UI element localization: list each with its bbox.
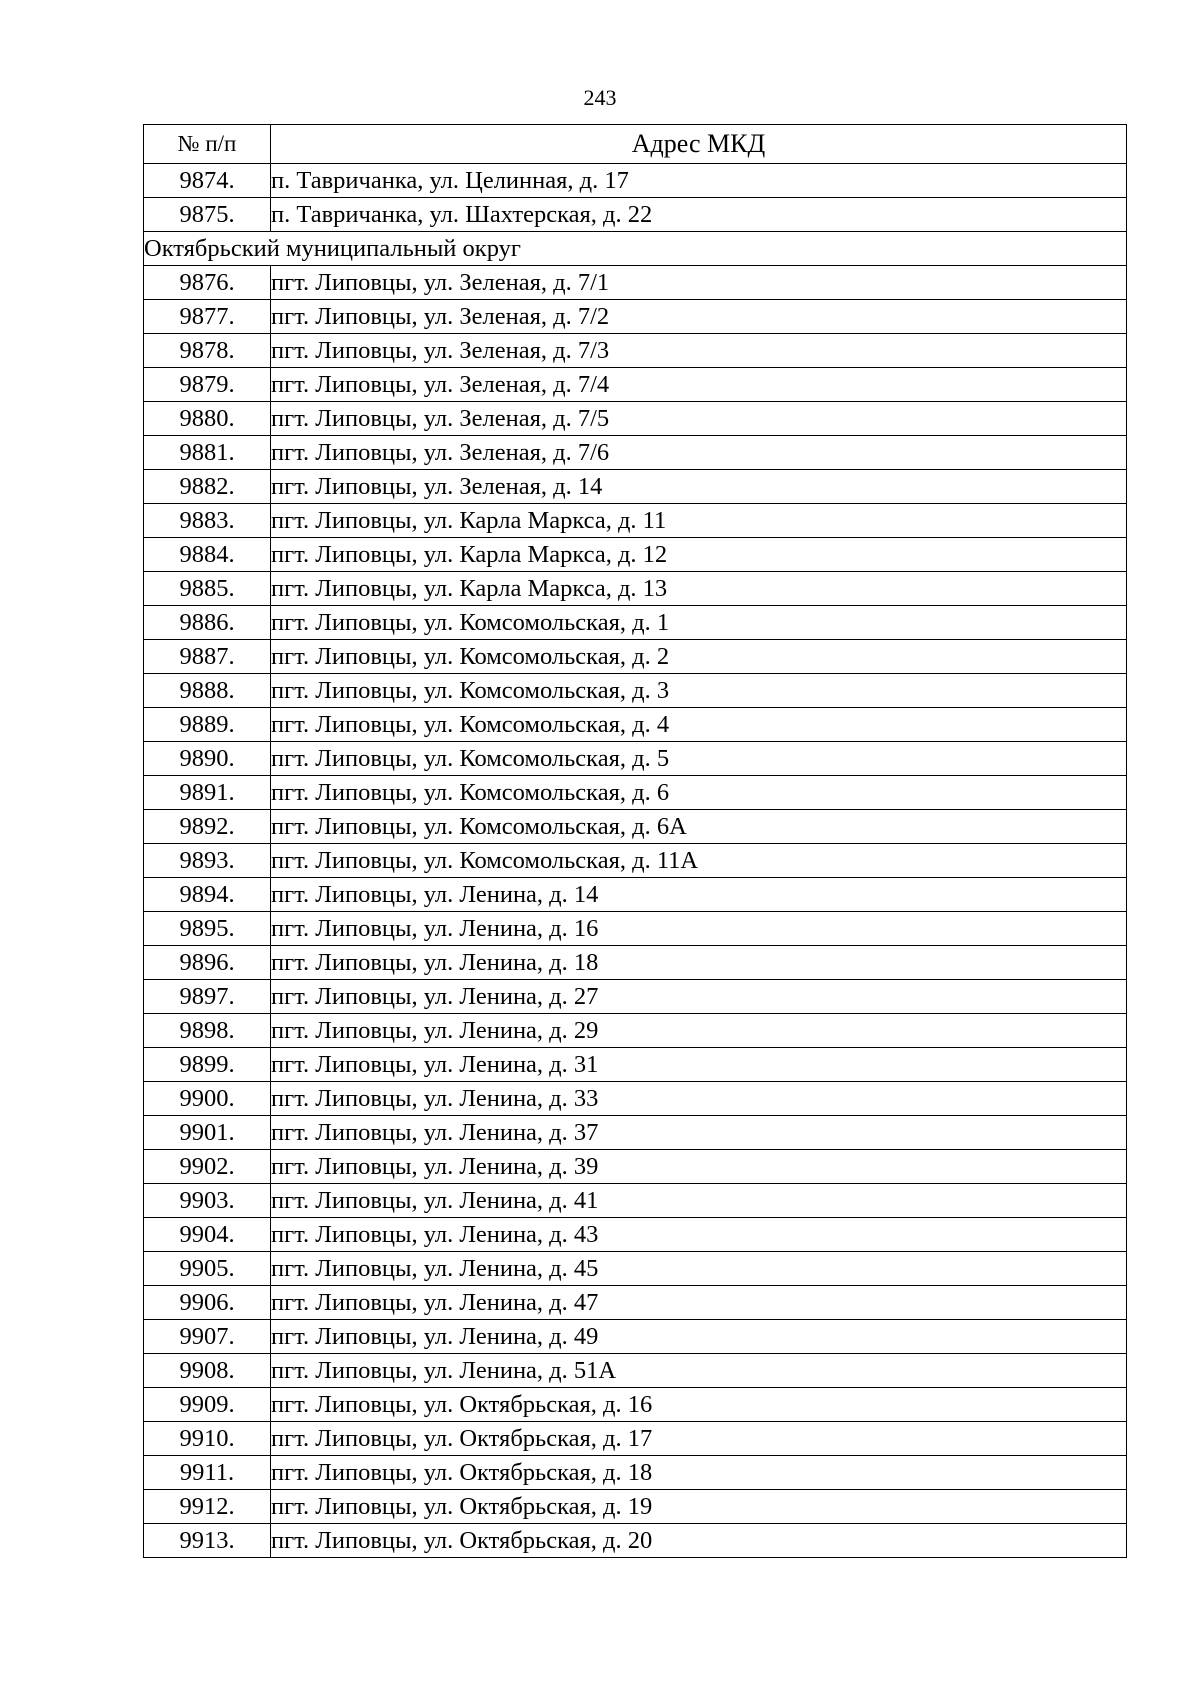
row-number: 9874. xyxy=(144,164,271,198)
row-number: 9878. xyxy=(144,334,271,368)
row-address: пгт. Липовцы, ул. Комсомольская, д. 1 xyxy=(271,606,1127,640)
table-row xyxy=(144,300,1127,334)
page-number: 243 xyxy=(583,85,617,110)
row-address: пгт. Липовцы, ул. Октябрьская, д. 16 xyxy=(271,1388,1127,1422)
row-address: пгт. Липовцы, ул. Зеленая, д. 7/1 xyxy=(271,266,1127,300)
row-address: пгт. Липовцы, ул. Карла Маркса, д. 12 xyxy=(271,538,1127,572)
table-row xyxy=(144,1354,1127,1388)
row-number: 9899. xyxy=(144,1048,271,1082)
row-address: пгт. Липовцы, ул. Ленина, д. 18 xyxy=(271,946,1127,980)
table-row xyxy=(144,504,1127,538)
row-address: пгт. Липовцы, ул. Ленина, д. 37 xyxy=(271,1116,1127,1150)
row-address: пгт. Липовцы, ул. Комсомольская, д. 2 xyxy=(271,640,1127,674)
row-address: пгт. Липовцы, ул. Ленина, д. 47 xyxy=(271,1286,1127,1320)
table-row xyxy=(144,1116,1127,1150)
row-address: пгт. Липовцы, ул. Карла Маркса, д. 13 xyxy=(271,572,1127,606)
district-name: Октябрьский муниципальный округ xyxy=(144,232,1127,266)
row-number: 9889. xyxy=(144,708,271,742)
district-row xyxy=(144,232,1127,266)
row-number: 9881. xyxy=(144,436,271,470)
row-number: 9887. xyxy=(144,640,271,674)
row-number: 9906. xyxy=(144,1286,271,1320)
row-address: пгт. Липовцы, ул. Октябрьская, д. 20 xyxy=(271,1524,1127,1558)
row-number: 9875. xyxy=(144,198,271,232)
row-address: пгт. Липовцы, ул. Ленина, д. 14 xyxy=(271,878,1127,912)
table-row xyxy=(144,572,1127,606)
table-row xyxy=(144,980,1127,1014)
table-row xyxy=(144,1524,1127,1558)
row-number: 9883. xyxy=(144,504,271,538)
row-number: 9898. xyxy=(144,1014,271,1048)
row-number: 9910. xyxy=(144,1422,271,1456)
table-row xyxy=(144,1150,1127,1184)
row-address: пгт. Липовцы, ул. Ленина, д. 33 xyxy=(271,1082,1127,1116)
column-header-number: № п/п xyxy=(144,125,271,164)
row-number: 9913. xyxy=(144,1524,271,1558)
row-address: пгт. Липовцы, ул. Зеленая, д. 7/5 xyxy=(271,402,1127,436)
row-number: 9904. xyxy=(144,1218,271,1252)
table-row xyxy=(144,1014,1127,1048)
row-number: 9884. xyxy=(144,538,271,572)
table-row xyxy=(144,742,1127,776)
table-row xyxy=(144,1388,1127,1422)
row-number: 9891. xyxy=(144,776,271,810)
address-table xyxy=(143,124,1127,1558)
table-row xyxy=(144,606,1127,640)
table-row xyxy=(144,640,1127,674)
row-address: пгт. Липовцы, ул. Ленина, д. 31 xyxy=(271,1048,1127,1082)
row-number: 9900. xyxy=(144,1082,271,1116)
table-row xyxy=(144,1490,1127,1524)
row-number: 9903. xyxy=(144,1184,271,1218)
row-address: пгт. Липовцы, ул. Октябрьская, д. 17 xyxy=(271,1422,1127,1456)
row-address: пгт. Липовцы, ул. Ленина, д. 51А xyxy=(271,1354,1127,1388)
row-number: 9876. xyxy=(144,266,271,300)
row-number: 9908. xyxy=(144,1354,271,1388)
row-number: 9896. xyxy=(144,946,271,980)
table-row xyxy=(144,1456,1127,1490)
table-row xyxy=(144,674,1127,708)
row-address: пгт. Липовцы, ул. Ленина, д. 45 xyxy=(271,1252,1127,1286)
row-address: пгт. Липовцы, ул. Комсомольская, д. 4 xyxy=(271,708,1127,742)
row-address: пгт. Липовцы, ул. Карла Маркса, д. 11 xyxy=(271,504,1127,538)
table-row xyxy=(144,198,1127,232)
row-number: 9880. xyxy=(144,402,271,436)
table-row xyxy=(144,538,1127,572)
table-row xyxy=(144,1320,1127,1354)
table-row xyxy=(144,708,1127,742)
row-number: 9912. xyxy=(144,1490,271,1524)
row-address: пгт. Липовцы, ул. Ленина, д. 29 xyxy=(271,1014,1127,1048)
table-row xyxy=(144,878,1127,912)
row-address: пгт. Липовцы, ул. Ленина, д. 49 xyxy=(271,1320,1127,1354)
table-row xyxy=(144,266,1127,300)
row-number: 9905. xyxy=(144,1252,271,1286)
row-address: пгт. Липовцы, ул. Ленина, д. 39 xyxy=(271,1150,1127,1184)
table-row xyxy=(144,1048,1127,1082)
column-header-address: Адрес МКД xyxy=(271,125,1127,164)
row-number: 9879. xyxy=(144,368,271,402)
table-row xyxy=(144,334,1127,368)
row-address: пгт. Липовцы, ул. Ленина, д. 43 xyxy=(271,1218,1127,1252)
row-number: 9888. xyxy=(144,674,271,708)
row-number: 9886. xyxy=(144,606,271,640)
row-address: пгт. Липовцы, ул. Октябрьская, д. 18 xyxy=(271,1456,1127,1490)
table-row xyxy=(144,776,1127,810)
row-address: пгт. Липовцы, ул. Ленина, д. 41 xyxy=(271,1184,1127,1218)
table-row xyxy=(144,912,1127,946)
row-address: пгт. Липовцы, ул. Зеленая, д. 7/4 xyxy=(271,368,1127,402)
row-number: 9882. xyxy=(144,470,271,504)
row-number: 9893. xyxy=(144,844,271,878)
row-address: пгт. Липовцы, ул. Комсомольская, д. 6 xyxy=(271,776,1127,810)
row-number: 9909. xyxy=(144,1388,271,1422)
table-header-row xyxy=(144,125,1127,164)
row-number: 9890. xyxy=(144,742,271,776)
row-address: пгт. Липовцы, ул. Комсомольская, д. 11А xyxy=(271,844,1127,878)
row-address: пгт. Липовцы, ул. Зеленая, д. 7/3 xyxy=(271,334,1127,368)
row-number: 9901. xyxy=(144,1116,271,1150)
row-address: пгт. Липовцы, ул. Зеленая, д. 7/6 xyxy=(271,436,1127,470)
row-number: 9895. xyxy=(144,912,271,946)
row-address: пгт. Липовцы, ул. Комсомольская, д. 5 xyxy=(271,742,1127,776)
row-number: 9897. xyxy=(144,980,271,1014)
row-number: 9907. xyxy=(144,1320,271,1354)
table-row xyxy=(144,402,1127,436)
row-address: п. Тавричанка, ул. Шахтерская, д. 22 xyxy=(271,198,1127,232)
row-address: пгт. Липовцы, ул. Ленина, д. 27 xyxy=(271,980,1127,1014)
table-row xyxy=(144,1184,1127,1218)
table-row xyxy=(144,470,1127,504)
table-row xyxy=(144,368,1127,402)
table-row xyxy=(144,946,1127,980)
table-row xyxy=(144,1252,1127,1286)
row-address: пгт. Липовцы, ул. Комсомольская, д. 3 xyxy=(271,674,1127,708)
table-row xyxy=(144,844,1127,878)
table-body xyxy=(144,164,1127,1558)
row-number: 9911. xyxy=(144,1456,271,1490)
row-address: п. Тавричанка, ул. Целинная, д. 17 xyxy=(271,164,1127,198)
row-address: пгт. Липовцы, ул. Зеленая, д. 14 xyxy=(271,470,1127,504)
row-number: 9894. xyxy=(144,878,271,912)
table-row xyxy=(144,1218,1127,1252)
row-address: пгт. Липовцы, ул. Ленина, д. 16 xyxy=(271,912,1127,946)
row-address: пгт. Липовцы, ул. Октябрьская, д. 19 xyxy=(271,1490,1127,1524)
row-number: 9902. xyxy=(144,1150,271,1184)
row-number: 9885. xyxy=(144,572,271,606)
table-row xyxy=(144,810,1127,844)
table-row xyxy=(144,1082,1127,1116)
table-row xyxy=(144,164,1127,198)
row-number: 9892. xyxy=(144,810,271,844)
table-row xyxy=(144,1286,1127,1320)
row-address: пгт. Липовцы, ул. Зеленая, д. 7/2 xyxy=(271,300,1127,334)
row-address: пгт. Липовцы, ул. Комсомольская, д. 6А xyxy=(271,810,1127,844)
row-number: 9877. xyxy=(144,300,271,334)
table-row xyxy=(144,1422,1127,1456)
table-row xyxy=(144,436,1127,470)
